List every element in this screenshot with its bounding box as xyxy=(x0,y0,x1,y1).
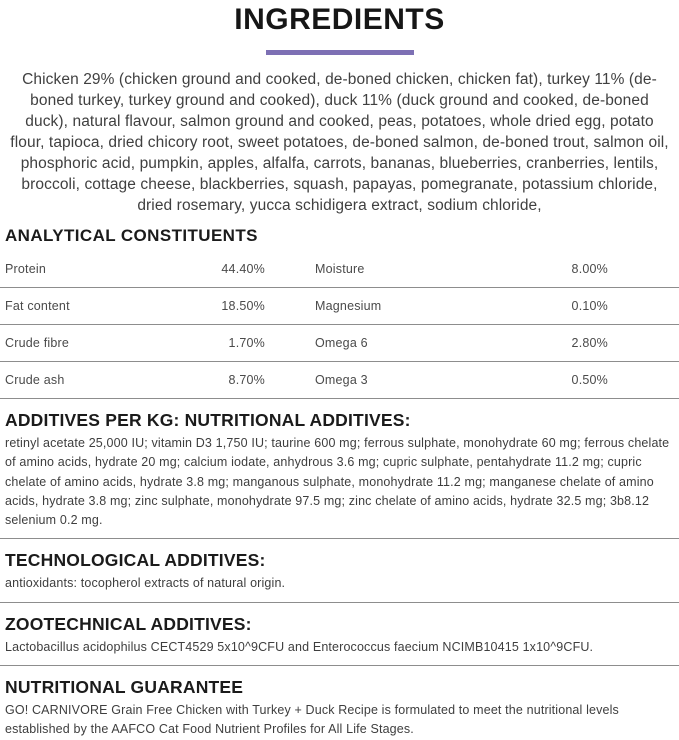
nutrient-label: Omega 6 xyxy=(315,336,368,350)
nutrient-label: Crude ash xyxy=(5,373,65,387)
zootechnical-additives-body: Lactobacillus acidophilus CECT4529 5x10^9CFU and Enterococcus faecium NCIMB10415 1x10^9CFU. xyxy=(5,639,594,654)
section-divider xyxy=(0,602,679,603)
nutrient-value: 44.40% xyxy=(221,262,265,276)
page-title: INGREDIENTS xyxy=(234,3,445,36)
nutrient-value: 18.50% xyxy=(221,299,265,313)
zootechnical-additives-heading: ZOOTECHNICAL ADDITIVES: xyxy=(5,613,252,634)
title-accent-bar xyxy=(266,50,414,55)
nutritional-additives-heading: ADDITIVES PER KG: NUTRITIONAL ADDITIVES: xyxy=(5,410,411,430)
nutrient-label: Crude fibre xyxy=(5,336,70,350)
table-row xyxy=(0,251,679,288)
nutrient-value: 8.70% xyxy=(228,373,265,387)
nutrient-label: Magnesium xyxy=(315,299,382,313)
analytical-constituents-heading: ANALYTICAL CONSTITUENTS xyxy=(5,226,258,245)
nutrient-value: 2.80% xyxy=(571,336,608,350)
nutritional-guarantee-heading: NUTRITIONAL GUARANTEE xyxy=(5,677,244,698)
section-nutritional-guarantee xyxy=(0,677,679,740)
table-row xyxy=(0,288,679,325)
table-row xyxy=(0,362,679,399)
section-nutritional-additives xyxy=(0,410,679,530)
nutrient-label: Protein xyxy=(5,262,47,276)
nutritional-guarantee-body: GO! CARNIVORE Grain Free Chicken with Turkey + Duck Recipe is formulated to meet the nutritional levels established by the AAFCO Cat Food Nutrient Profiles for All Life Stages. xyxy=(5,703,619,737)
section-zootechnical-additives xyxy=(0,614,679,657)
nutrient-label: Omega 3 xyxy=(315,373,368,387)
analytical-constituents-table xyxy=(0,251,679,399)
section-technological-additives xyxy=(0,550,679,593)
nutrient-value: 1.70% xyxy=(228,336,265,350)
section-divider xyxy=(0,538,679,539)
nutrient-value: 0.50% xyxy=(571,373,608,387)
nutrient-value: 8.00% xyxy=(571,262,608,276)
technological-additives-heading: TECHNOLOGICAL ADDITIVES: xyxy=(5,550,266,571)
nutritional-additives-body: retinyl acetate 25,000 IU; vitamin D3 1,750 IU; taurine 600 mg; ferrous sulphate, monohydrate 60 mg; ferrous chelate of amino acids, hydrate 20 mg; calcium iodate, anhydrous 3.6 mg; cupric sulphate, pentahydrate 11.2 mg; cupric chelate of amino acids, hydrate 3.8 mg; manganous sulphate, monohydrate 11.2 mg; manganese chelate of amino acids, hydrate 3.8 mg; zinc sulphate, monohydrate 97.5 mg; zinc chelate of amino acids, hydrate 32.5 mg; 3b8.12 selenium 0.2 mg. xyxy=(5,436,670,528)
section-divider xyxy=(0,665,679,666)
technological-additives-body: antioxidants: tocopherol extracts of natural origin. xyxy=(5,576,286,591)
nutrient-label: Fat content xyxy=(5,299,70,313)
nutrient-value: 0.10% xyxy=(571,299,608,313)
table-row xyxy=(0,325,679,362)
nutrient-label: Moisture xyxy=(315,262,365,276)
ingredients-paragraph: Chicken 29% (chicken ground and cooked, de-boned chicken, chicken fat), turkey 11% (de-boned turkey, turkey ground and cooked), duck 11% (duck ground and cooked, de-boned duck), natural flavour, salmon ground and cooked, peas, potatoes, whole dried egg, potato flour, tapioca, dried chicory root, sweet potatoes, de-boned salmon, de-boned trout, salmon oil, phosphoric acid, pumpkin, apples, alfalfa, carrots, bananas, blueberries, cranberries, lentils, broccoli, cottage cheese, blackberries, squash, papayas, pomegranate, potassium chloride, dried rosemary, yucca schidigera extract, sodium chloride, xyxy=(10,71,669,214)
